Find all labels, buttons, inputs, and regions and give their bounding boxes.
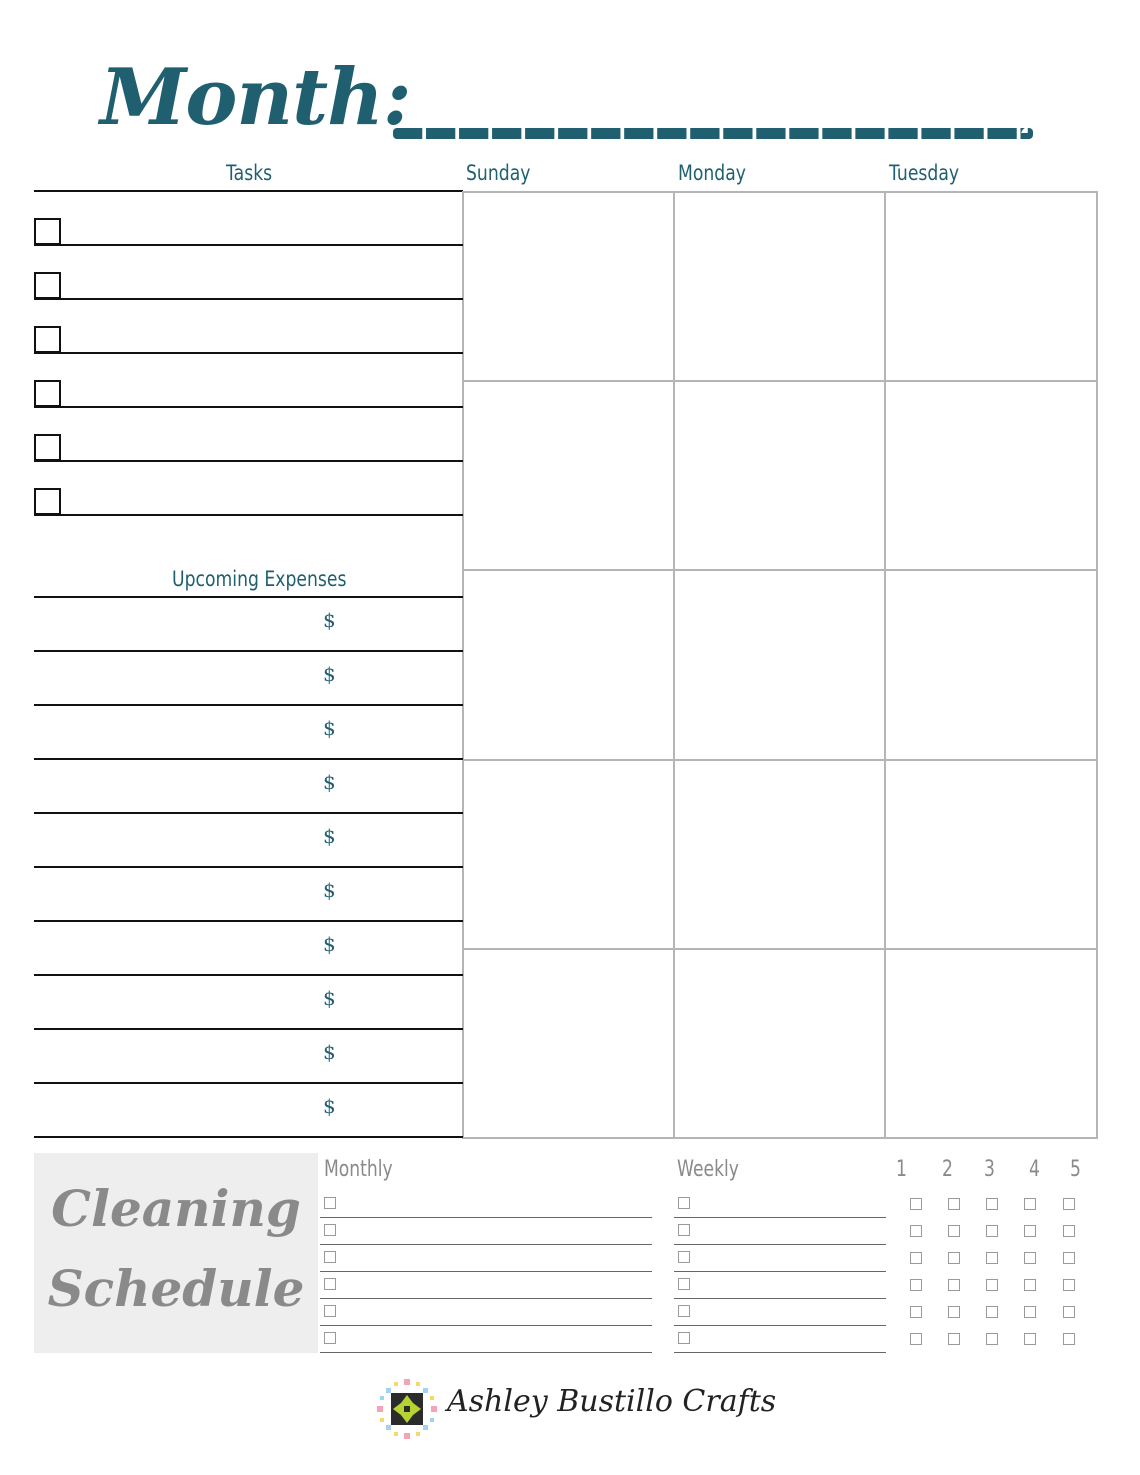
monthly-task-checkbox[interactable]: [324, 1197, 336, 1209]
task-line[interactable]: [34, 352, 463, 354]
dollar-sign: $: [323, 932, 336, 956]
tasks-heading: Tasks: [226, 161, 273, 185]
calendar-day-cell[interactable]: [462, 569, 673, 759]
week-checkbox[interactable]: [948, 1225, 960, 1237]
monthly-task-checkbox[interactable]: [324, 1251, 336, 1263]
task-checkbox[interactable]: [34, 380, 61, 407]
task-line[interactable]: [34, 460, 463, 462]
week-checkbox[interactable]: [1063, 1279, 1075, 1291]
monthly-task-checkbox[interactable]: [324, 1332, 336, 1344]
week-checkbox[interactable]: [1024, 1306, 1036, 1318]
calendar-day-cell[interactable]: [462, 191, 673, 380]
brand-name: Ashley Bustillo Crafts: [447, 1384, 777, 1419]
week-checkbox[interactable]: [910, 1225, 922, 1237]
week-checkbox[interactable]: [910, 1333, 922, 1345]
week-checkbox[interactable]: [986, 1252, 998, 1264]
weekly-task-checkbox[interactable]: [678, 1332, 690, 1344]
week-number: 3: [984, 1157, 995, 1182]
task-line[interactable]: [34, 406, 463, 408]
weekly-task-line[interactable]: [674, 1352, 886, 1353]
week-checkbox[interactable]: [910, 1306, 922, 1318]
monthly-task-line[interactable]: [320, 1352, 652, 1353]
expense-line[interactable]: [34, 1028, 463, 1030]
calendar-day-cell[interactable]: [884, 759, 1098, 948]
task-checkbox[interactable]: [34, 434, 61, 461]
task-checkbox[interactable]: [34, 326, 61, 353]
dollar-sign: $: [323, 1040, 336, 1064]
week-number: 2: [942, 1157, 953, 1182]
cleaning-title-line1: Cleaning: [51, 1179, 301, 1238]
expenses-heading: Upcoming Expenses: [172, 567, 347, 591]
week-checkbox[interactable]: [1024, 1333, 1036, 1345]
calendar-day-cell[interactable]: [884, 569, 1098, 759]
dollar-sign: $: [323, 770, 336, 794]
week-checkbox[interactable]: [986, 1198, 998, 1210]
monthly-task-checkbox[interactable]: [324, 1224, 336, 1236]
week-checkbox[interactable]: [910, 1198, 922, 1210]
weekly-task-line[interactable]: [674, 1271, 886, 1272]
expenses-header-rule: [34, 596, 463, 598]
calendar-day-cell[interactable]: [462, 948, 673, 1139]
month-fill-line[interactable]: [393, 128, 1033, 139]
week-number: 5: [1070, 1157, 1081, 1182]
dollar-sign: $: [323, 878, 336, 902]
weekly-heading: Weekly: [677, 1157, 739, 1182]
task-checkbox[interactable]: [34, 488, 61, 515]
week-checkbox[interactable]: [948, 1279, 960, 1291]
monthly-task-line[interactable]: [320, 1325, 652, 1326]
week-checkbox[interactable]: [986, 1306, 998, 1318]
dollar-sign: $: [323, 1094, 336, 1118]
expense-line[interactable]: [34, 866, 463, 868]
calendar-day-cell[interactable]: [673, 948, 884, 1139]
week-checkbox[interactable]: [986, 1333, 998, 1345]
task-checkbox[interactable]: [34, 272, 61, 299]
week-checkbox[interactable]: [948, 1198, 960, 1210]
expense-line[interactable]: [34, 920, 463, 922]
task-checkbox[interactable]: [34, 218, 61, 245]
calendar-day-cell[interactable]: [462, 759, 673, 948]
calendar-day-cell[interactable]: [884, 380, 1098, 569]
expense-line[interactable]: [34, 1082, 463, 1084]
week-checkbox[interactable]: [1024, 1225, 1036, 1237]
monthly-task-checkbox[interactable]: [324, 1278, 336, 1290]
week-number: 4: [1029, 1157, 1040, 1182]
dollar-sign: $: [323, 716, 336, 740]
dollar-sign: $: [323, 662, 336, 686]
week-checkbox[interactable]: [1063, 1333, 1075, 1345]
monthly-heading: Monthly: [324, 1157, 393, 1182]
weekly-task-checkbox[interactable]: [678, 1197, 690, 1209]
day-heading-sunday: Sunday: [466, 161, 531, 185]
day-heading-monday: Monday: [678, 161, 746, 185]
week-checkbox[interactable]: [1063, 1306, 1075, 1318]
expense-line[interactable]: [34, 974, 463, 976]
calendar-day-cell[interactable]: [462, 380, 673, 569]
monthly-task-line[interactable]: [320, 1244, 652, 1245]
page-title: Month:: [100, 52, 411, 143]
week-checkbox[interactable]: [948, 1333, 960, 1345]
week-checkbox[interactable]: [1063, 1225, 1075, 1237]
weekly-task-line[interactable]: [674, 1244, 886, 1245]
weekly-task-checkbox[interactable]: [678, 1278, 690, 1290]
weekly-task-line[interactable]: [674, 1298, 886, 1299]
week-number: 1: [896, 1157, 907, 1182]
monthly-task-checkbox[interactable]: [324, 1305, 336, 1317]
cleaning-title-line2: Schedule: [47, 1259, 305, 1318]
week-checkbox[interactable]: [986, 1279, 998, 1291]
week-checkbox[interactable]: [1024, 1198, 1036, 1210]
week-checkbox[interactable]: [986, 1225, 998, 1237]
week-checkbox[interactable]: [948, 1306, 960, 1318]
week-checkbox[interactable]: [910, 1279, 922, 1291]
monthly-task-line[interactable]: [320, 1298, 652, 1299]
calendar-day-cell[interactable]: [673, 569, 884, 759]
dollar-sign: $: [323, 824, 336, 848]
weekly-task-checkbox[interactable]: [678, 1251, 690, 1263]
week-checkbox[interactable]: [1024, 1252, 1036, 1264]
brand-logo-icon: [374, 1376, 440, 1442]
weekly-task-checkbox[interactable]: [678, 1305, 690, 1317]
expense-line[interactable]: [34, 704, 463, 706]
weekly-task-checkbox[interactable]: [678, 1224, 690, 1236]
week-checkbox[interactable]: [1063, 1252, 1075, 1264]
calendar-day-cell[interactable]: [884, 191, 1098, 380]
expense-line[interactable]: [34, 758, 463, 760]
expense-line[interactable]: [34, 812, 463, 814]
task-line[interactable]: [34, 298, 463, 300]
week-checkbox[interactable]: [1024, 1279, 1036, 1291]
dollar-sign: $: [323, 608, 336, 632]
week-checkbox[interactable]: [910, 1252, 922, 1264]
calendar-day-cell[interactable]: [884, 948, 1098, 1139]
calendar-day-cell[interactable]: [673, 191, 884, 380]
tasks-header-rule: [34, 190, 463, 192]
calendar-day-cell[interactable]: [673, 380, 884, 569]
expense-line[interactable]: [34, 650, 463, 652]
expense-line[interactable]: [34, 1136, 463, 1138]
monthly-task-line[interactable]: [320, 1217, 652, 1218]
day-heading-tuesday: Tuesday: [889, 161, 960, 185]
monthly-task-line[interactable]: [320, 1271, 652, 1272]
task-line[interactable]: [34, 514, 463, 516]
week-checkbox[interactable]: [1063, 1198, 1075, 1210]
weekly-task-line[interactable]: [674, 1325, 886, 1326]
task-line[interactable]: [34, 244, 463, 246]
calendar-day-cell[interactable]: [673, 759, 884, 948]
dollar-sign: $: [323, 986, 336, 1010]
weekly-task-line[interactable]: [674, 1217, 886, 1218]
week-checkbox[interactable]: [948, 1252, 960, 1264]
